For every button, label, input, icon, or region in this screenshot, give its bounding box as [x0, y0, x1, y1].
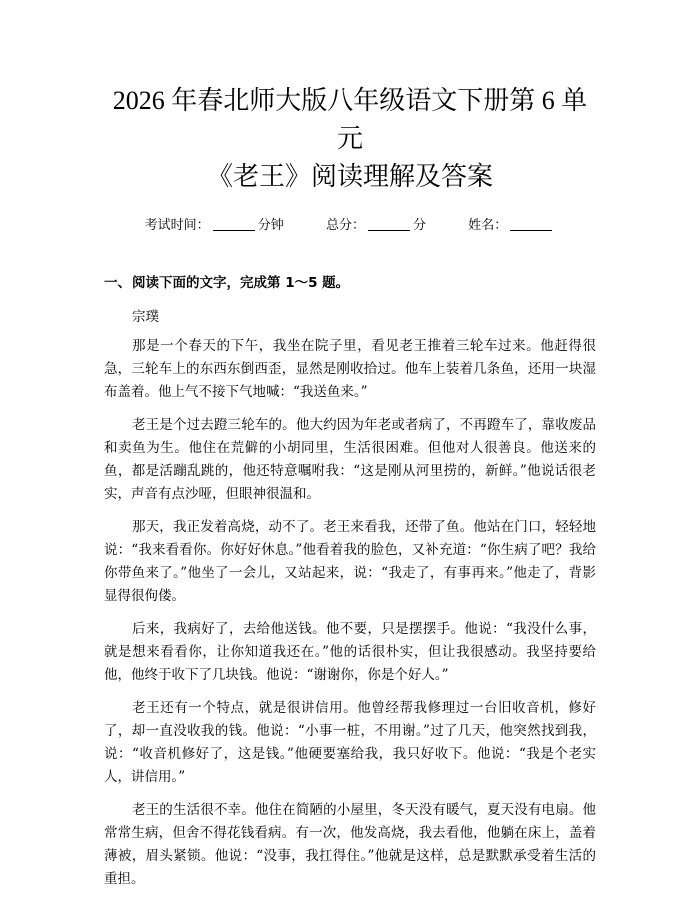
score-blank: [368, 218, 410, 231]
article-paragraph: 老王还有一个特点，就是很讲信用。他曾经帮我修理过一台旧收音机，修好了，却一直没收我的钱。他说：“小事一桩，不用谢。”过了几天，他突然找到我，说：“收音机修好了，这是钱。”他硬要塞给我，我只好收下。他说：“我是个老实人，讲信用。”: [104, 700, 596, 785]
article-paragraph: 那是一个春天的下午，我坐在院子里，看见老王推着三轮车过来。他赶得很急，三轮车上的东西东倒西歪，显然是刚收拾过。他车上装着几条鱼，还用一块湿布盖着。他上气不接下气地喊：“我送鱼来。”: [104, 338, 596, 400]
title-line-1: 2026 年春北师大版八年级语文下册第 6 单元: [112, 86, 588, 153]
title-line-2: 《老王》阅读理解及答案: [206, 162, 493, 191]
time-blank: [213, 218, 255, 231]
article-author: 宗璞: [132, 309, 159, 325]
article-paragraph: 老王是个过去蹬三轮车的。他大约因为年老或者病了，不再蹬车了，靠收废品和卖鱼为生。他住在荒僻的小胡同里，生活很困难。但他对人很善良。他送来的鱼，都是活蹦乱跳的，他还特意嘱咐我：“这是刚从河里捞的，新鲜。”他说话很老实，声音有点沙哑，但眼神很温和。: [104, 417, 596, 502]
time-label: 考试时间：: [144, 218, 210, 233]
section-number: 一、: [104, 275, 131, 291]
section-instruction: 阅读下面的文字，完成第 1～5 题。: [132, 275, 350, 291]
article-paragraph: 后来，我病好了，去给他送钱。他不要，只是摆摆手。他说：“我没什么事，就是想来看看你，让你知道我还在。”他的话很朴实，但让我很感动。我坚持要给他，他终于收下了几块钱。他说：“谢谢你，你是个好人。”: [104, 621, 596, 683]
section-heading: [104, 271, 596, 291]
score-label: 总分：: [325, 218, 365, 233]
time-unit: 分钟: [257, 218, 284, 233]
exam-meta: [104, 214, 596, 233]
article-paragraph: 那天，我正发着高烧，动不了。老王来看我，还带了鱼。他站在门口，轻轻地说：“我来看看你。你好好休息。”他看着我的脸色，又补充道：“你生病了吧？我给你带鱼来了。”他坐了一会儿，又站起来，说：“我走了，有事再来。”他走了，背影显得很佝偻。: [104, 519, 596, 604]
name-blank: [510, 218, 552, 231]
score-unit: 分: [413, 218, 427, 233]
article-paragraph: 老王的生活很不幸。他住在简陋的小屋里，冬天没有暖气，夏天没有电扇。他常常生病，但舍不得花钱看病。有一次，他发高烧，我去看他，他躺在床上，盖着薄被，眉头紧锁。他说：“没事，我扛得住。”他就是这样，总是默默承受着生活的重担。: [104, 802, 596, 887]
document-title: [104, 82, 596, 196]
name-label: 姓名：: [468, 218, 508, 233]
